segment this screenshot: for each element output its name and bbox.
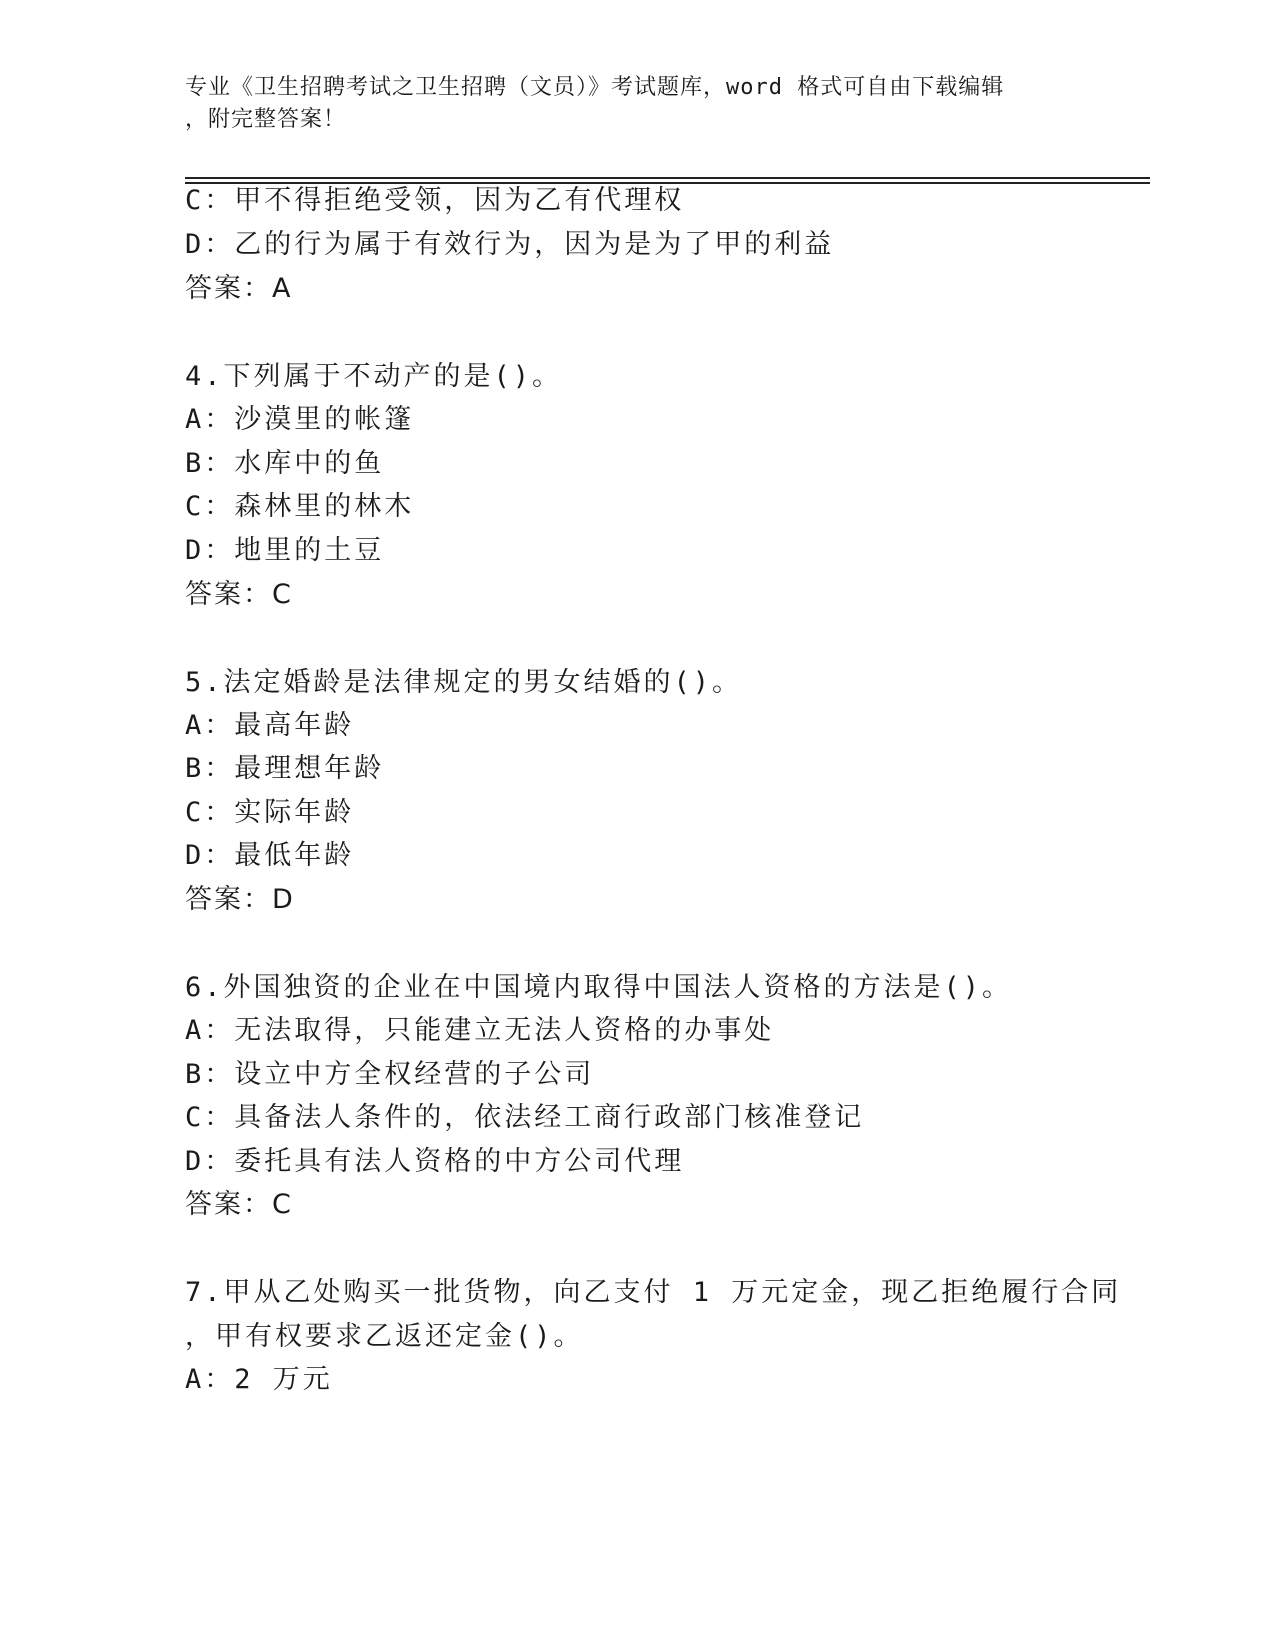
- q5-option-c: C：实际年龄: [185, 797, 355, 828]
- header-line-1: 专业《卫生招聘考试之卫生招聘（文员）》考试题库，word 格式可自由下载编辑: [185, 75, 1005, 100]
- q4-option-d: D：地里的土豆: [185, 535, 385, 566]
- q6-answer: 答案：C: [185, 1189, 293, 1220]
- q6-option-c: C：具备法人条件的，依法经工商行政部门核准登记: [185, 1102, 865, 1133]
- header-line-2: ，附完整答案！: [185, 107, 347, 132]
- header-divider-top: [185, 177, 1150, 179]
- q4-option-a: A：沙漠里的帐篷: [185, 404, 415, 435]
- prev-option-d: D：乙的行为属于有效行为，因为是为了甲的利益: [185, 229, 835, 260]
- q5-answer: 答案：D: [185, 884, 295, 915]
- q5-option-b: B：最理想年龄: [185, 753, 385, 784]
- q6-stem: 6.外国独资的企业在中国境内取得中国法人资格的方法是()。: [185, 972, 1013, 1003]
- q5-stem: 5.法定婚龄是法律规定的男女结婚的()。: [185, 667, 743, 698]
- q7-option-a: A：2 万元: [185, 1364, 333, 1395]
- q5-option-a: A：最高年龄: [185, 710, 355, 741]
- q4-option-c: C：森林里的林木: [185, 491, 415, 522]
- prev-answer: 答案：A: [185, 273, 293, 304]
- document-header: [185, 72, 1085, 136]
- q5-option-d: D：最低年龄: [185, 840, 355, 871]
- prev-option-c: C：甲不得拒绝受领，因为乙有代理权: [185, 185, 685, 216]
- q4-answer: 答案：C: [185, 579, 293, 610]
- q6-option-d: D：委托具有法人资格的中方公司代理: [185, 1146, 685, 1177]
- q7-stem-line-1: 7.甲从乙处购买一批货物，向乙支付 1 万元定金，现乙拒绝履行合同: [185, 1277, 1122, 1308]
- q6-option-b: B：设立中方全权经营的子公司: [185, 1059, 595, 1090]
- q4-stem: 4.下列属于不动产的是()。: [185, 361, 563, 392]
- q6-option-a: A：无法取得，只能建立无法人资格的办事处: [185, 1015, 775, 1046]
- q4-option-b: B：水库中的鱼: [185, 448, 385, 479]
- q7-stem-line-2: ，甲有权要求乙返还定金()。: [185, 1321, 584, 1352]
